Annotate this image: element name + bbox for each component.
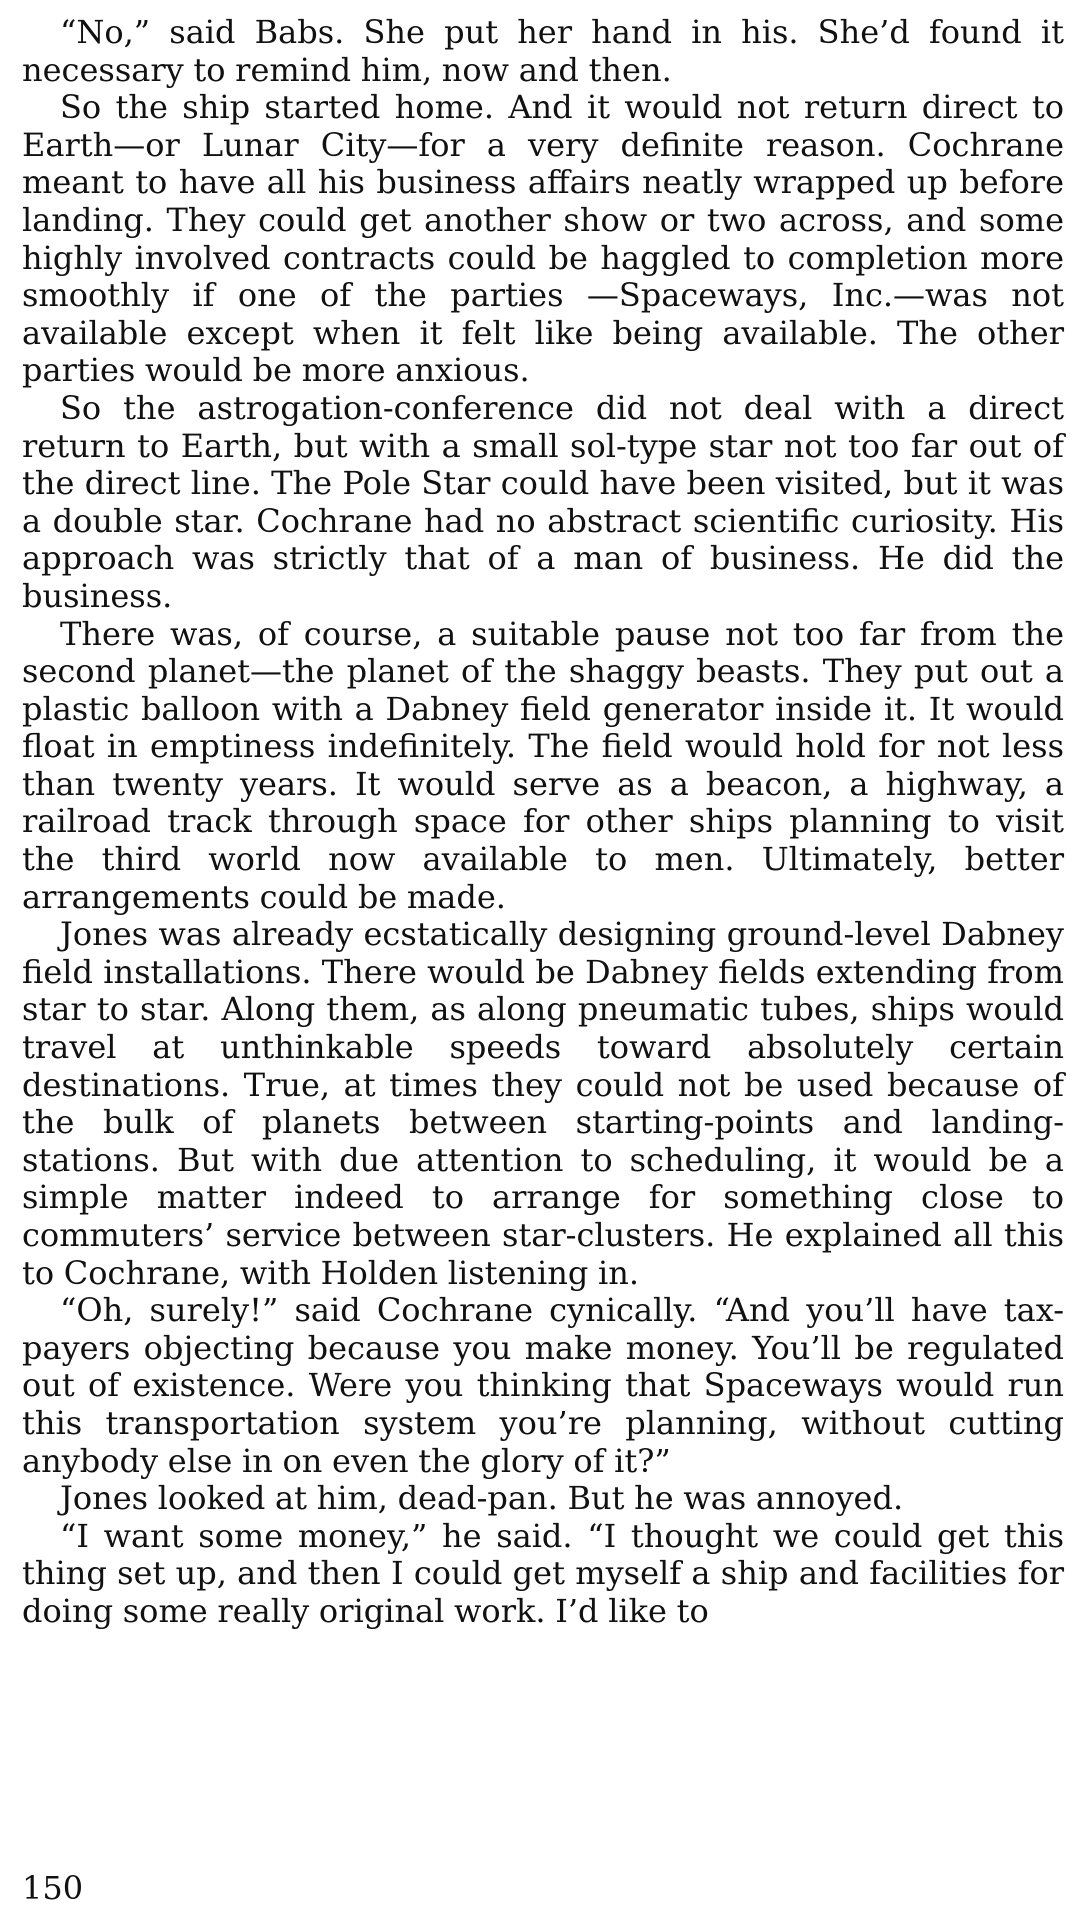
body-text (22, 14, 1064, 1631)
paragraph-1: “No,” said Babs. She put her hand in his. She’d found it necessary to remind him, now and then. (22, 13, 1064, 89)
paragraph-4: There was, of course, a suitable pause not too far from the second planet—the planet of the shaggy beasts. They put out a plastic balloon with a Dabney field generator inside it. It would float in emptiness indefinitely. The field would hold for not less than twenty years. It would serve as a beacon, a highway, a railroad track through space for other ships planning to visit the third world now available to men. Ultimately, better arrangements could be made. (22, 614, 1064, 916)
paragraph-8: “I want some money,” he said. “I thought we could get this thing set up, and then I could get myself a ship and facilities for doing some really original work. I’d like to (22, 1516, 1064, 1630)
paragraph-5: Jones was already ecstatically designing ground-level Dabney field installations. There would be Dabney fields extending from star to star. Along them, as along pneumatic tubes, ships would travel at unthinkable speeds toward absolutely certain destinations. True, at times they could not be used because of the bulk of planets between starting-points and landing-stations. But with due attention to scheduling, it would be a simple matter indeed to arrange for something close to commuters’ service between star-clusters. He explained all this to Cochrane, with Holden listening in. (22, 915, 1064, 1292)
paragraph-6: “Oh, surely!” said Cochrane cynically. “And you’ll have tax-payers objecting because you make money. You’ll be regulated out of existence. Were you thinking that Spaceways would run this transportation system you’re planning, without cutting anybody else in on even the glory of it?” (22, 1291, 1064, 1480)
paragraph-7: Jones looked at him, dead-pan. But he was annoyed. (60, 1479, 904, 1518)
paragraph-3: So the astrogation-conference did not deal with a direct return to Earth, but with a small sol-type star not too far out of the direct line. The Pole Star could have been visited, but it was a double star. Cochrane had no abstract scientific curiosity. His approach was strictly that of a man of business. He did the business. (22, 388, 1064, 615)
paragraph-2: So the ship started home. And it would not return direct to Earth—or Lunar City—for a very definite reason. Cochrane meant to have all his business affairs neatly wrapped up before landing. They could get another show or two across, and some highly involved contracts could be haggled to completion more smoothly if one of the parties —Spaceways, Inc.—was not available except when it felt like being available. The other parties would be more anxious. (22, 88, 1064, 390)
page-number: 150 (22, 1869, 84, 1907)
